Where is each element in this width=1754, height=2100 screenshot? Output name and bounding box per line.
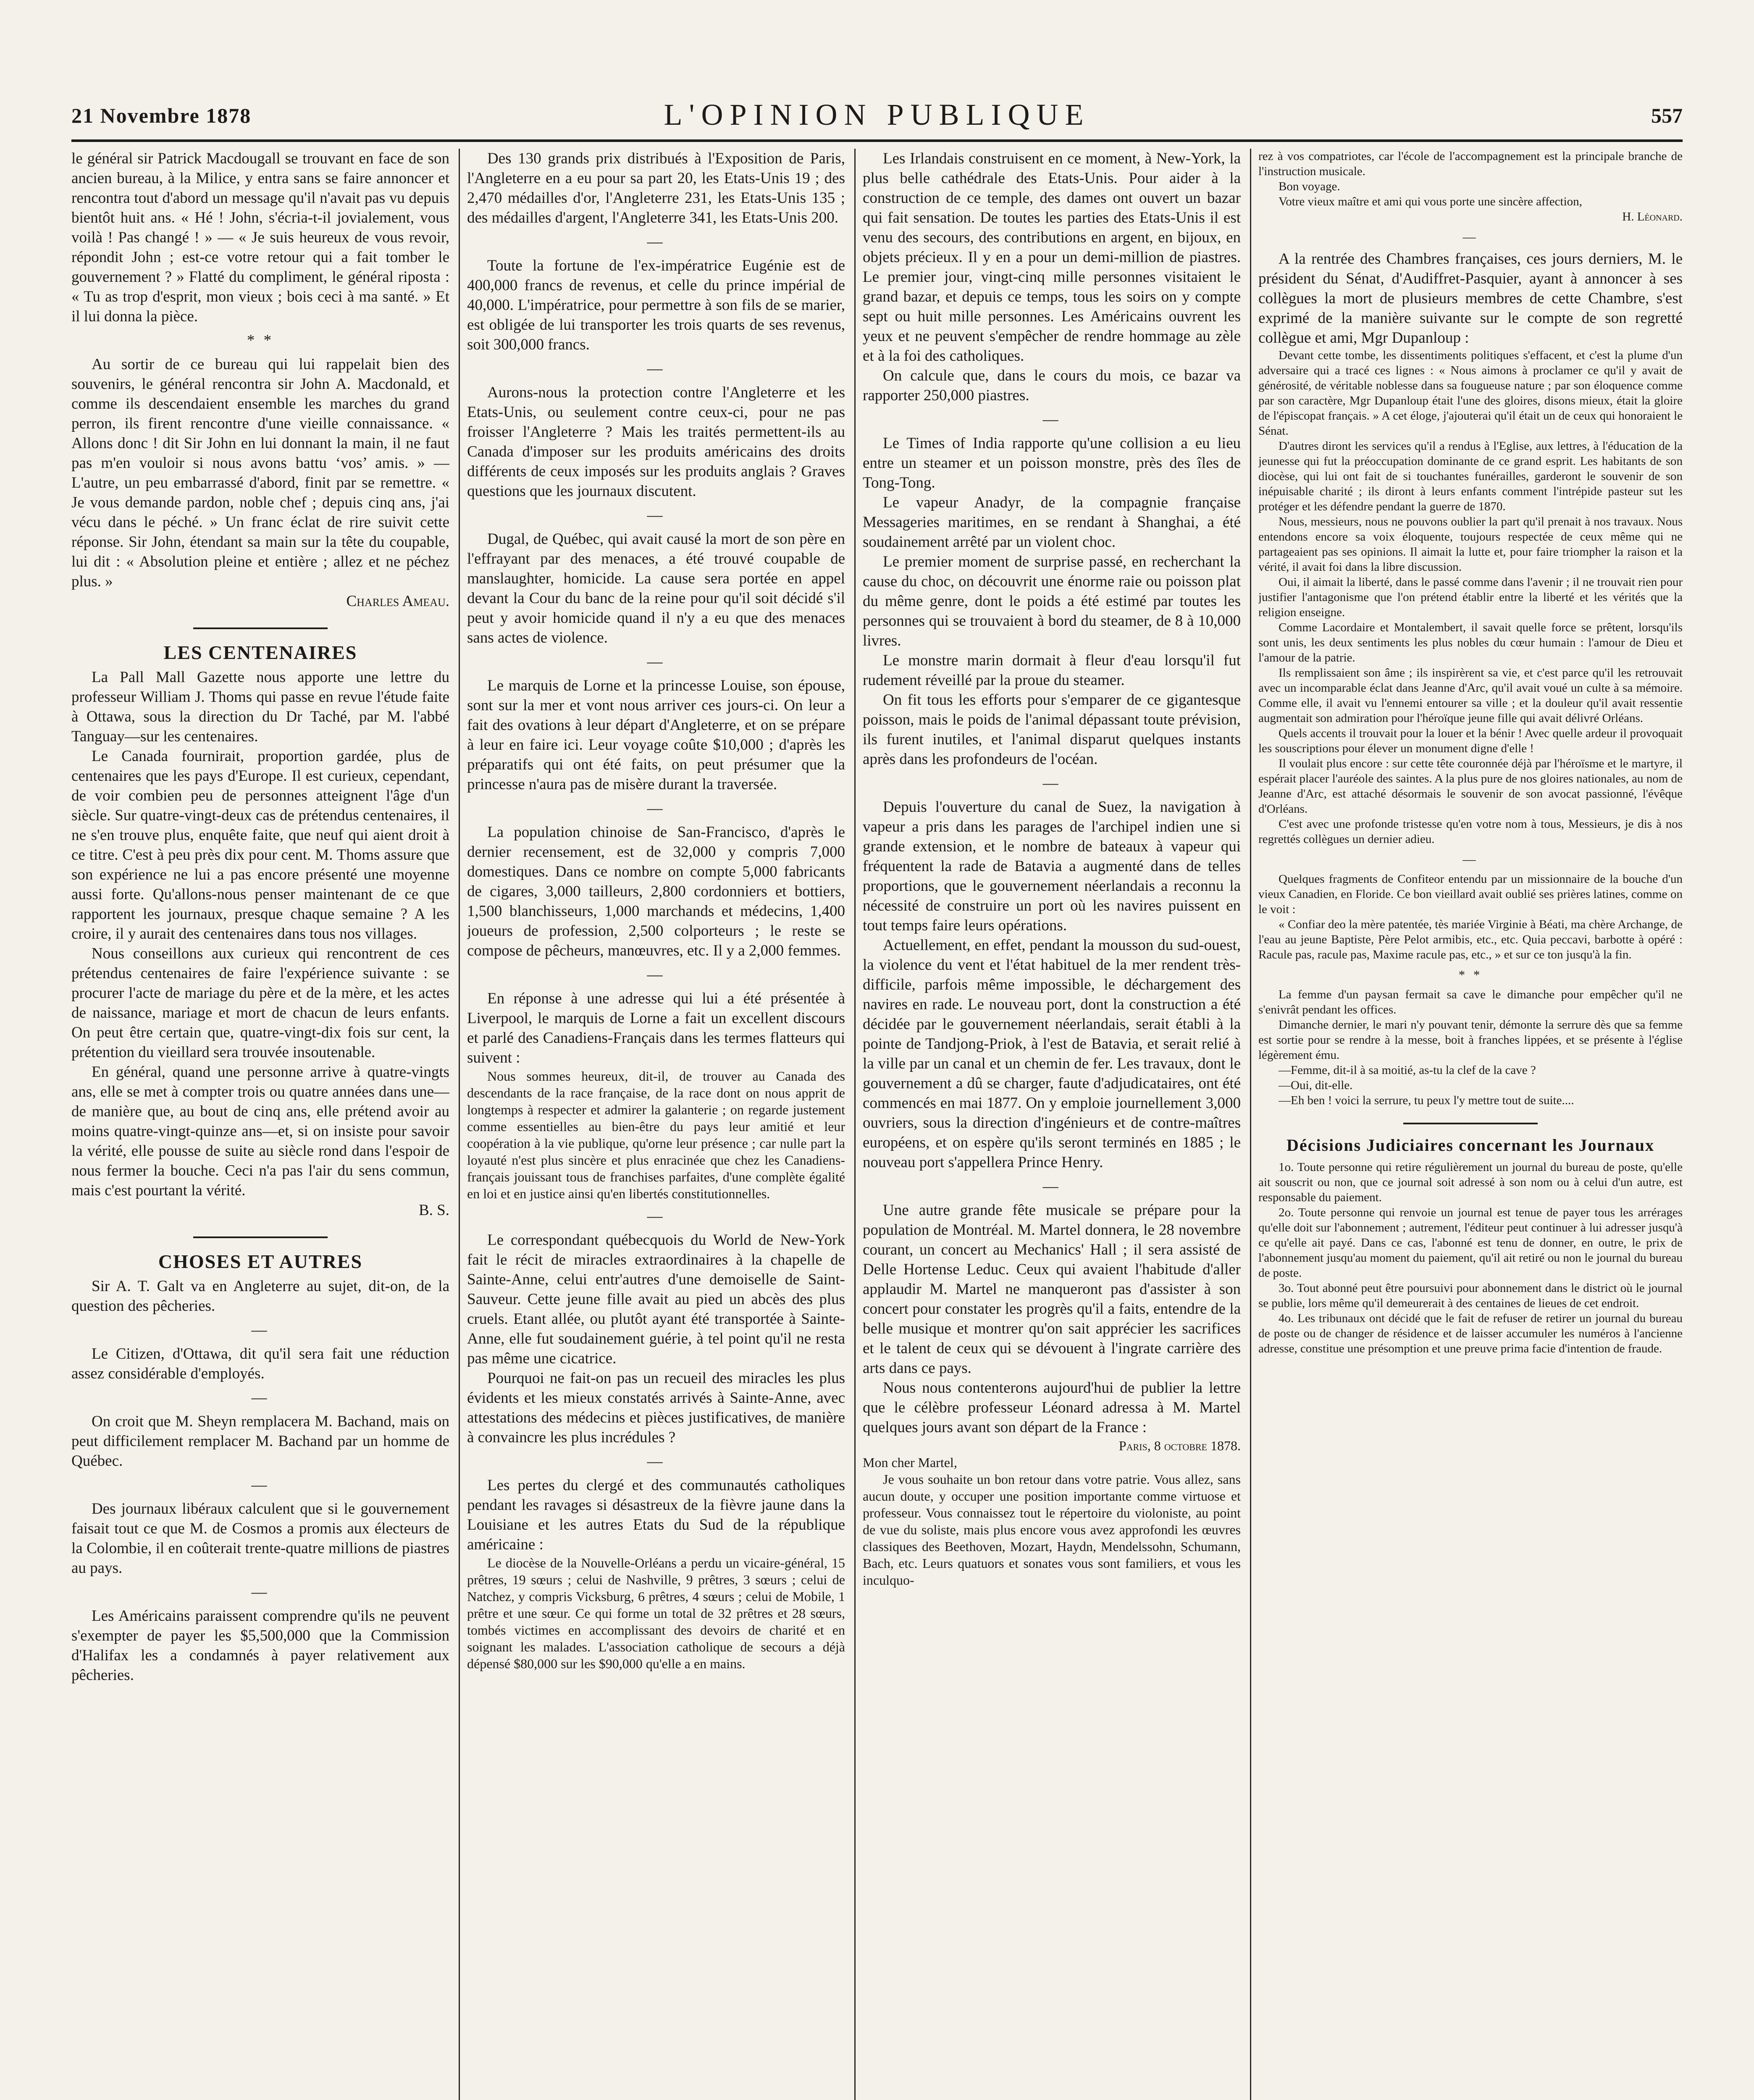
quoted-speech: Il voulait plus encore : sur cette tête couronnée déjà par l'héroïsme et le martyre, il espérait placer l'auréole des saintes. A la plus pure de nos gloires nationales, au nom de Jeanne d'Arc, est attaché désormais le souvenir de son avocat passionné, l'évêque d'Orléans. [1258, 757, 1683, 816]
issue-date: 21 Novembre 1878 [71, 104, 252, 127]
item-divider: — [647, 233, 665, 250]
column-divider [1250, 149, 1251, 2100]
anecdote: —Oui, dit-elle. [1279, 1079, 1353, 1092]
article-signature: B. S. [418, 1202, 449, 1219]
section-heading: CHOSES ET AUTRES [158, 1251, 363, 1272]
news-item: Le Times of India rapporte qu'une collision a eu lieu entre un steamer et un poisson monstre, près des îles de Tong-Tong. [863, 435, 1241, 491]
column-1 [71, 149, 449, 2100]
quoted-speech: D'autres diront les services qu'il a rendus à l'Eglise, aux lettres, à l'éducation de la jeunesse qui fut la préoccupation dominante de ce grand esprit. Les habitants de son diocèse, qui lui ont fait de si touchantes funérailles, garderont le souvenir de son inépuisable charité ; ils diront à leurs enfants comment l'intrépide pasteur sut les protéger et les défendre pendant la guerre de 1870. [1258, 439, 1683, 513]
section-divider [71, 617, 449, 637]
news-item: Pourquoi ne fait-on pas un recueil des miracles les plus évidents et les mieux constatés arrivés à Sainte-Anne, avec attestations des médecins et pièces justificatives, de manière à convaincre les plus incrédules ? [467, 1370, 845, 1446]
quoted-speech: Oui, il aimait la liberté, dans le passé comme dans l'avenir ; il ne trouvait rien pour justifier l'antagonisme que l'on prétend établir entre la liberté et les vérités que la religion enseigne. [1258, 575, 1683, 619]
item-divider: — [1463, 852, 1478, 866]
article-paragraph: le général sir Patrick Macdougall se trouvant en face de son ancien bureau, à la Milice, y entra sans se faire annoncer et rencontra tout d'abord un message qu'il n'avait pas vu depuis bientôt huit ans. « Hé ! John, s'écria-t-il jovialement, vous voilà ! Pas changé ! » — « Je suis heureux de vous revoir, répondit John ; est-ce votre retour qui a fait tomber le gouvernement ? » Flatté du compliment, le général riposta : « Tu as trop d'esprit, mon vieux ; bois ceci à ma santé. » Et il lui donna la pièce. [71, 150, 449, 325]
newspaper-title: L'OPINION PUBLIQUE [664, 98, 1090, 131]
news-item: Le marquis de Lorne et la princesse Louise, son épouse, sont sur la mer et vont nous arriver ces jours-ci. On leur a fait des ovations à leur départ d'Angleterre, et on se prépare à leur en faire ici. Leur voyage coûte $10,000 ; d'après les préparatifs qui ont été faits, on peut présumer que la princesse n'aura pas de misère durant la traversée. [467, 677, 845, 793]
legal-rule: 3o. Tout abonné peut être poursuivi pour abonnement dans le district où le journal se publie, lors même qu'il demeurerait à des centaines de lieues de cet endroit. [1258, 1281, 1683, 1310]
letter-body: rez à vos compatriotes, car l'école de l'accompagnement est la principale branche de l'instruction musicale. [1258, 150, 1683, 178]
column-divider [854, 149, 856, 2100]
anecdote: La femme d'un paysan fermait sa cave le dimanche pour empêcher qu'il ne s'enivrât pendant les offices. [1258, 988, 1683, 1016]
letter-closing: Bon voyage. [1279, 180, 1340, 193]
news-item: Actuellement, en effet, pendant la mousson du sud-ouest, la violence du vent et l'état habituel de la mer rendent très-difficile, parfois même impossible, le déchargement des navires en rade. Le nouveau port, dont la construction a été décidée par le gouvernement néerlandais, serait établi à la pointe de Tandjong-Priok, à l'est de Batavia, et serait relié à la ville par un canal et un chemin de fer. Les travaux, dont le gouvernement a dû se charger, faute d'adjudicataires, ont été commencés en mai 1877. On y emploie journellement 3,000 ouvriers, sous la direction d'ingénieurs et de contre-maîtres européens, et on espère qu'ils seront terminés en 1885 ; le nouveau port s'appellera Prince Henry. [863, 937, 1241, 1171]
column-3 [863, 149, 1241, 2100]
quoted-speech: Nous sommes heureux, dit-il, de trouver au Canada des descendants de la race française, de la race dont on nous apprit de longtemps à respecter et admirer la galanterie ; on regarde justement comme essentielles au bien-être du pays leur amitié et leur coopération à la vie publique, qu'orne leur présence ; car nulle part la loyauté n'est plus sincère et plus enracinée que chez les Canadiens-français jouissant tous de franchises parfaites, d'une complète égalité en loi et en justice ainsi qu'en libertés constitutionnelles. [467, 1068, 845, 1201]
news-item: Quelques fragments de Confiteor entendu par un missionnaire de la bouche d'un vieux Canadien, en Floride. Ce bon vieillard avait oublié ses prières latines, comme on le voit : [1258, 872, 1683, 916]
news-item: En réponse à une adresse qui lui a été présentée à Liverpool, le marquis de Lorne a fait un excellent discours et parlé des Canadiens-Français dans les termes flatteurs qui suivent : [467, 990, 845, 1066]
news-item: On croit que M. Sheyn remplacera M. Bachand, mais on peut difficilement remplacer M. Bachand par un homme de Québec. [71, 1413, 449, 1470]
article-paragraph: Nous conseillons aux curieux qui rencontrent de ces prétendus centenaires de faire l'expérience suivante : se procurer l'acte de mariage du père et de la mère, et les actes de naissance, mariage et mort de chacun de leurs enfants. On peut être certain que, quatre-vingt-dix fois sur cent, la prétention du vieillard sera trouvée insoutenable. [71, 945, 449, 1061]
quoted-prayer: « Confiar deo la mère patentée, tès mariée Virginie à Béati, ma chère Archange, de l'eau au jeune Baptiste, Père Pelot armibis, etc., etc. Quia peccavi, barbotte à opéré : Racule pas, racule pas, Maxime racule pas, etc., » et sur ce ton jusqu'à la fin. [1258, 918, 1683, 961]
legal-rule: 1o. Toute personne qui retire régulièrement un journal du bureau de poste, qu'elle ait souscrit ou non, que ce journal soit adressé à son nom ou à celui d'un autre, est responsable du paiement. [1258, 1160, 1683, 1204]
news-item: Les Irlandais construisent en ce moment, à New-York, la plus belle cathédrale des Etats-Unis. Pour aider à la construction de ce temple, des dames ont ouvert un bazar qui fait sensation. De toutes les parties des Etats-Unis il est venu des secours, des contributions en argent, en bijoux, en objets précieux. Il y en a pour un demi-million de piastres. Le premier jour, vingt-cinq mille personnes visitaient le grand bazar, et depuis ce temps, tous les soirs on y compte sept ou huit mille personnes. Les Américains ouvrent les yeux et ne peuvent s'empêcher de rendre hommage au zèle et à la foi des catholiques. [863, 150, 1241, 365]
column-4 [1258, 149, 1683, 2100]
column-divider [459, 149, 460, 2100]
item-divider: — [251, 1321, 270, 1339]
item-divider: — [647, 507, 665, 524]
news-item: On fit tous les efforts pour s'emparer de ce gigantesque poisson, mais le poids de l'animal dépassant toute prévision, ils furent inutiles, et l'animal disparut quelques instants après dans les profondeurs de l'océan. [863, 691, 1241, 768]
quoted-speech: Ils remplissaient son âme ; ils inspirèrent sa vie, et c'est parce qu'il les retrouvait avec un incomparable éclat dans Jeanne d'Arc, qu'il avait voué un culte à sa mémoire. Comme elle, il avait vu l'ennemi entourer sa ville ; et la douleur qu'il avait ressentie augmentait son admiration pour l'héroïque jeune fille qui avait délivré Orléans. [1258, 666, 1683, 725]
masthead [71, 96, 1683, 136]
news-item: Sir A. T. Galt va en Angleterre au sujet, dit-on, de la question des pêcheries. [71, 1278, 449, 1315]
article-paragraph: La Pall Mall Gazette nous apporte une lettre du professeur William J. Thoms qui passe en revue l'étude faite à Ottawa, sous la direction du Dr Taché, par M. l'abbé Tanguay—sur les centenaires. [71, 669, 449, 745]
anecdote: Dimanche dernier, le mari n'y pouvant tenir, démonte la serrure dès que sa femme est sortie pour se rendre à la messe, boit à franches lippées, et se présente à l'église légèrement ému. [1258, 1018, 1683, 1062]
news-item: Dugal, de Québec, qui avait causé la mort de son père en l'effrayant par des menaces, a été trouvé coupable de manslaughter, homicide. La cause sera portée en appel devant la Cour du banc de la reine pour qu'il soit décidé s'il peut y avoir homicide quand il n'y a eu que des menaces sans actes de violence. [467, 530, 845, 646]
item-divider: — [647, 360, 665, 377]
item-divider: — [251, 1476, 270, 1494]
section-divider [1258, 1114, 1683, 1130]
quoted-speech: Comme Lacordaire et Montalembert, il savait quelle force se prêtent, lorsqu'ils sont unis, les deux sentiments les plus nobles du cœur humain : l'amour de Dieu et l'amour de la patrie. [1258, 621, 1683, 664]
section-heading: Décisions Judiciaires concernant les Journaux [1287, 1136, 1654, 1155]
news-item: Nous nous contenterons aujourd'hui de publier la lettre que le célèbre professeur Léonard adressa à M. Martel quelques jours avant son départ de la France : [863, 1379, 1241, 1436]
news-item: Le correspondant québecquois du World de New-York fait le récit de miracles extraordinaires à la chapelle de Sainte-Anne, celui entr'autres d'une demoiselle de Saint-Sauveur. Cette jeune fille avait au pied un abcès des plus cruels. Etant allée, ou plutôt ayant été transportée à Sainte-Anne, elle fut soudainement guérie, à tel point qu'il ne resta pas même une cicatrice. [467, 1231, 845, 1367]
section-divider [71, 1226, 449, 1246]
item-divider: — [647, 653, 665, 670]
news-item: La population chinoise de San-Francisco, d'après le dernier recensement, est de 32,000 y compris 7,000 domestiques. Dans ce nombre on compte 5,000 fabricants de cigares, 3,000 tailleurs, 2,800 cordonniers et bottiers, 1,500 blanchisseurs, 1,000 marchands et médecins, 1,400 joueurs de profession, 2,500 colporteurs ; le reste se compose de pêcheurs, manœuvres, etc. Il y a 2,000 femmes. [467, 824, 845, 959]
item-divider: — [647, 800, 665, 817]
quoted-speech: Quels accents il trouvait pour la louer et la bénir ! Avec quelle ardeur il provoquait les souscriptions pour élever un monument digne d'elle ! [1258, 727, 1683, 755]
item-divider: — [251, 1583, 270, 1601]
news-item: Une autre grande fête musicale se prépare pour la population de Montréal. M. Martel donnera, le 28 novembre courant, un concert au Mechanics' Hall ; il sera assisté de Delle Hortense Leduc. Ceux qui avaient l'habitude d'aller applaudir M. Martel ne manqueront pas d'assister à son concert pour constater les progrès qu'il a faits, entendre de la belle musique et montrer qu'on sait apprécier les sacrifices et le talent de ceux qui se dévouent à l'ingrate carrière des arts dans ce pays. [863, 1202, 1241, 1377]
quoted-speech: Devant cette tombe, les dissentiments politiques s'effacent, et c'est la plume d'un adversaire qui a tracé ces lignes : « Nous aimons à proclamer ce qu'il y avait de générosité, de véritable noblesse dans sa fougueuse nature ; par son éloquence comme par son caractère, Mgr Dupanloup était l'une des gloires, disons mieux, était la gloire de l'épiscopat français. » A cet éloge, j'ajouterai qu'il était un de ceux qui honoraient le Sénat. [1258, 349, 1683, 438]
letter-closing: Votre vieux maître et ami qui vous porte une sincère affection, [1279, 195, 1582, 208]
article-paragraph: Au sortir de ce bureau qui lui rappelait bien des souvenirs, le général rencontra sir John A. Macdonald, et comme ils descendaient ensemble les marches du grand perron, ils firent rencontre d'une vieille connaissance. « Allons donc ! dit Sir John en lui donnant la main, il ne faut pas m'en vouloir si nous avons battu ‘vos’ amis. » — L'autre, un peu embarrassé d'abord, finit par se remettre. « Je vous demande pardon, noble chef ; depuis cinq ans, j'ai vécu dans le péché. » Un franc éclat de rire suivit cette réponse. Sir John, étendant sa main sur la tête du coupable, lui dit : « Absolution pleine et entière ; allez et ne péchez plus. » [71, 356, 449, 590]
item-divider: — [1042, 774, 1061, 792]
legal-rule: 2o. Toute personne qui renvoie un journal est tenue de payer tous les arrérages qu'elle doit sur l'abonnement ; autrement, l'éditeur peut continuer à lui adresser jusqu'à ce qu'elle ait payé. Dans ce cas, l'abonné est tenu de donner, en outre, le prix de l'abonnement jusqu'au moment du paiement, qu'il ait retiré ou non le journal du bureau de poste. [1258, 1206, 1683, 1280]
item-divider: — [1042, 1178, 1061, 1195]
article-paragraph: En général, quand une personne arrive à quatre-vingts ans, elle se met à compter trois ou quatre années dans une—de manière que, au bout de cinq ans, elle prétend avoir au moins quatre-vingt-quinze ans—et, si on insiste pour savoir la vérité, elle pousse de suite au siècle rond dans l'espoir de nous fermer la bouche. Ceci n'a pas l'air du sens commun, mais c'est pourtant la vérité. [71, 1063, 449, 1199]
masthead-rule [71, 139, 1683, 142]
news-item: Le vapeur Anadyr, de la compagnie française Messageries maritimes, en se rendant à Shanghai, a été soudainement arrêté par un violent choc. [863, 494, 1241, 551]
letter-body: Je vous souhaite un bon retour dans votre patrie. Vous allez, sans aucun doute, y occuper une position importante comme virtuose et professeur. Vous connaissez tout le répertoire du violoniste, au point de vue du soliste, mais plus encore vous avez approfondi les œuvres classiques des Beethoven, Mozart, Haydn, Mendelssohn, Schumann, Bach, etc. Leurs quatuors et sonates vous sont familiers, et vous les inculquo- [863, 1472, 1241, 1588]
item-divider: — [647, 1453, 665, 1470]
asterism: * * [247, 332, 274, 349]
column-2 [467, 149, 845, 2100]
news-item: Depuis l'ouverture du canal de Suez, la navigation à vapeur a pris dans les parages de l'archipel indien une si grande extension, et le nombre de bateaux à vapeur qui fréquentent la rade de Batavia a augmenté dans de telles proportions, que le gouvernement néerlandais a reconnu la nécessité de construire un port où les navires puissent en tout temps faire leurs opérations. [863, 798, 1241, 934]
quoted-speech: C'est avec une profonde tristesse qu'en votre nom à tous, Messieurs, je dis à nos regrettés collègues un dernier adieu. [1258, 817, 1683, 846]
news-item: Le premier moment de surprise passé, en recherchant la cause du choc, on découvrit une énorme raie ou poisson plat du même genre, dont le poids a été estimé par toutes les personnes qui se trouvaient à bord du steamer, de 8 à 10,000 livres. [863, 553, 1241, 649]
item-divider: — [647, 966, 665, 983]
letter-salutation: Mon cher Martel, [863, 1455, 957, 1470]
news-item: On calcule que, dans le cours du mois, ce bazar va rapporter 250,000 piastres. [863, 367, 1241, 404]
anecdote: —Eh ben ! voici la serrure, tu peux l'y mettre tout de suite.... [1279, 1094, 1574, 1107]
news-item: Le monstre marin dormait à fleur d'eau lorsqu'il fut rudement réveillé par la proue du steamer. [863, 652, 1241, 689]
section-heading: LES CENTENAIRES [163, 642, 357, 663]
news-item: Les Américains paraissent comprendre qu'ils ne peuvent s'exempter de payer les $5,500,000 que la Commission d'Halifax les a condamnés à payer relativement aux pêcheries. [71, 1607, 449, 1684]
item-divider: — [251, 1389, 270, 1406]
article-paragraph: Le Canada fournirait, proportion gardée, plus de centenaires que les pays d'Europe. Il est curieux, cependant, de voir combien peu de personnes atteignent l'âge d'un siècle. Sur quatre-vingt-deux cas de prétendus centenaires, il ne s'en trouve plus, enquête faite, que neuf qui aient droit à ce titre. C'est à peu près dix pour cent. M. Thoms assure que son expérience ne lui a pas encore présenté une moyenne aussi forte. Qu'allons-nous penser maintenant de ce que rapportent les journaux, presque chaque semaine ? A les croire, il y aurait des centenaires dans tous nos villages. [71, 748, 449, 942]
news-item: Le Citizen, d'Ottawa, dit qu'il sera fait une réduction assez considérable d'employés. [71, 1345, 449, 1382]
news-item: Des journaux libéraux calculent que si le gouvernement faisait tout ce que M. de Cosmos a promis aux électeurs de la Colombie, il en coûterait trente-quatre millions de piastres au pays. [71, 1500, 449, 1577]
item-divider: — [647, 1208, 665, 1225]
letter-signature: H. Léonard. [1622, 210, 1683, 223]
news-item: Les pertes du clergé et des communautés catholiques pendant les ravages si désastreux de la fièvre jaune dans la Louisiane et les autres Etats du Sud de la république américaine : [467, 1477, 845, 1553]
news-item: Toute la fortune de l'ex-impératrice Eugénie est de 400,000 francs de revenus, et celle du prince impérial de 40,000. L'impératrice, pour permettre à son fils de se marier, est obligée de lui transporter les trois quarts de ses revenus, soit 300,000 francs. [467, 257, 845, 353]
news-item: Aurons-nous la protection contre l'Angleterre et les Etats-Unis, ou seulement contre ceux-ci, pour ne pas froisser l'Angleterre ? Mais les traités permettent-ils au Canada d'imposer sur les produits américains des droits différents de ceux imposés sur les produits anglais ? Graves questions que les journaux discutent. [467, 384, 845, 500]
anecdote: —Femme, dit-il à sa moitié, as-tu la clef de la cave ? [1279, 1063, 1536, 1077]
news-item: A la rentrée des Chambres françaises, ces jours derniers, M. le président du Sénat, d'Audiffret-Pasquier, ayant à annoncer à ses collègues la mort de plusieurs membres de cette Chambre, s'est exprimé de la manière suivante sur le compte de son regretté collègue et ami, Mgr Dupanloup : [1258, 250, 1683, 346]
page-number: 557 [1651, 104, 1683, 127]
item-divider: — [1042, 411, 1061, 428]
legal-rule: 4o. Les tribunaux ont décidé que le fait de refuser de retirer un journal du bureau de poste ou de changer de résidence et de laisser accumuler les numéros à l'ancienne adresse, constitue une présomption et une preuve prima facie d'intention de fraude. [1258, 1312, 1683, 1355]
quoted-report: Le diocèse de la Nouvelle-Orléans a perdu un vicaire-général, 15 prêtres, 19 sœurs ; celui de Nashville, 9 prêtres, 3 sœurs ; celui de Natchez, y compris Vicksburg, 6 prêtres, 4 sœurs ; celui de Mobile, 1 prêtre et une sœur. Ce qui forme un total de 32 prêtres et 28 sœurs, tombés victimes en accomplissant des devoirs de charité et en soignant les malades. L'association catholique de secours a déjà dépensé $80,000 sur les $90,000 qu'elle a en mains. [467, 1555, 845, 1671]
quoted-speech: Nous, messieurs, nous ne pouvons oublier la part qu'il prenait à nos travaux. Nous entendons encore sa voix éloquente, toujours respectée de ceux même qui ne partageaient pas ses opinions. Il aimait la lutte et, pour faire triompher la raison et la vérité, il avait foi dans la libre discussion. [1258, 515, 1683, 574]
asterism: * * [1458, 967, 1483, 982]
item-divider: — [1463, 229, 1478, 244]
article-signature: Charles Ameau. [346, 593, 449, 610]
news-item: Des 130 grands prix distribués à l'Exposition de Paris, l'Angleterre en a eu pour sa part 20, les Etats-Unis 19 ; des 2,470 médailles d'or, l'Angleterre 231, les Etats-Unis 135 ; des médailles d'argent, l'Angleterre 341, les Etats-Unis 200. [467, 150, 845, 226]
letter-date: Paris, 8 octobre 1878. [1119, 1438, 1241, 1453]
